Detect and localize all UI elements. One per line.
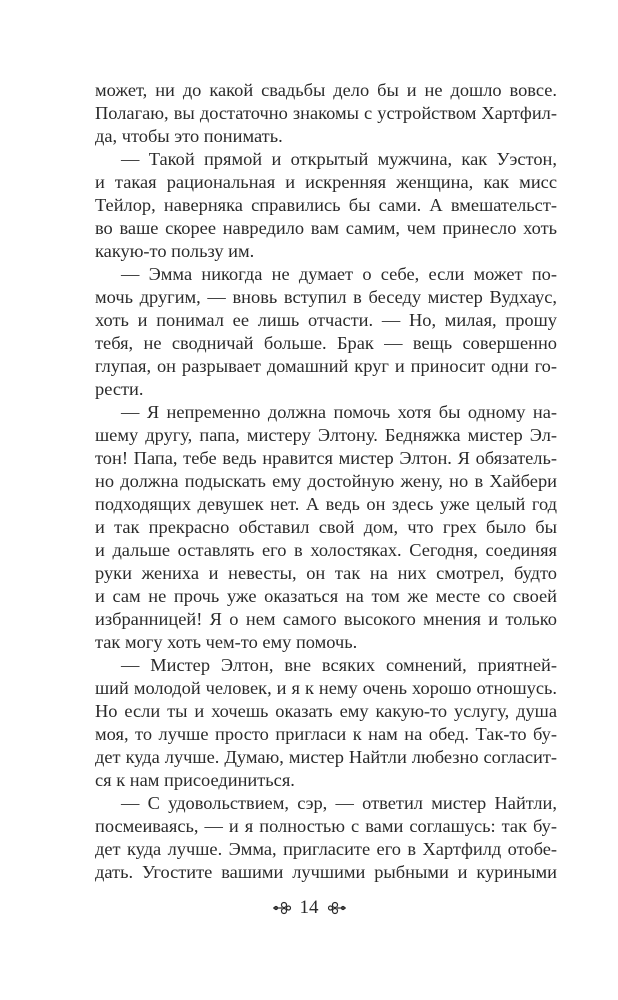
text-line: — Такой прямой и открытый мужчина, как Уэстон, (121, 149, 557, 169)
paragraph (95, 401, 557, 654)
page-footer (0, 897, 618, 919)
text-line: Тейлор, наверняка справились бы сами. А вмешательст- (95, 195, 557, 215)
text-line: и сам не прочь уже оказаться на том же месте со своей (95, 586, 557, 606)
paragraph (95, 148, 557, 263)
text-line: может, ни до какой свадьбы дело бы и не дошло вовсе. (95, 80, 557, 100)
body-text (95, 79, 557, 884)
text-line: тебя, не сводничай больше. Брак — вещь совершенно (95, 333, 557, 353)
text-line: мочь другим, — вновь вступил в беседу мистер Вудхаус, (95, 287, 557, 307)
text-line: подходящих девушек нет. А ведь он здесь уже целый год (95, 494, 557, 514)
text-line: хоть и понимал ее лишь отчасти. — Но, милая, прошу (95, 310, 557, 330)
text-line: — Мистер Элтон, вне всяких сомнений, приятней- (121, 655, 557, 675)
text-line: рести. (95, 379, 144, 399)
text-line: — С удовольствием, сэр, — ответил мистер Найтли, (121, 793, 557, 813)
text-line: но должна подыскать ему достойную жену, но в Хайбери (95, 471, 557, 491)
text-line: дет куда лучше. Эмма, пригласите его в Хартфилд отобе- (95, 839, 557, 859)
text-line: моя, то лучше просто пригласи к нам на обед. Так-то бу- (95, 724, 557, 744)
text-line: какую-то пользу им. (95, 241, 255, 261)
text-line: глупая, он разрывает домашний круг и приносит одни го- (95, 356, 557, 376)
text-line: посмеиваясь, — и я полностью с вами соглашусь: так бу- (95, 816, 557, 836)
text-line: Полагаю, вы достаточно знакомы с устройством Хартфил- (95, 103, 557, 123)
page-number: 14 (299, 897, 319, 918)
text-line: да, чтобы это понимать. (95, 126, 283, 146)
text-line: и дальше оставлять его в холостяках. Сегодня, соединяя (95, 540, 557, 560)
text-line: дать. Угостите вашими лучшими рыбными и куриными (95, 862, 557, 882)
paragraph (95, 79, 557, 148)
text-line: шему другу, папа, мистеру Элтону. Бедняжка мистер Эл- (95, 425, 557, 445)
text-line: избранницей! Я о нем самого высокого мнения и только (95, 609, 557, 629)
floral-ornament-left-icon (272, 901, 292, 915)
text-line: Но если ты и хочешь оказать ему какую-то услугу, душа (95, 701, 557, 721)
text-line: ший молодой человек, и я к нему очень хорошо отношусь. (95, 678, 557, 698)
text-line: тон! Папа, тебе ведь нравится мистер Элтон. Я обязатель- (95, 448, 557, 468)
text-line: дет куда лучше. Думаю, мистер Найтли любезно согласит- (95, 747, 557, 767)
text-line: — Я непременно должна помочь хотя бы одному на- (121, 402, 557, 422)
text-line: и так прекрасно обставил свой дом, что грех было бы (95, 517, 557, 537)
paragraph (95, 263, 557, 401)
text-line: ся к нам присоединиться. (95, 770, 295, 790)
text-line: руки жениха и невесты, он так на них смотрел, будто (95, 563, 557, 583)
floral-ornament-right-icon (327, 901, 347, 915)
paragraph (95, 654, 557, 792)
paragraph (95, 792, 557, 884)
text-line: — Эмма никогда не думает о себе, если может по- (121, 264, 557, 284)
text-line: во ваше скорее навредило вам самим, чем принесло хоть (95, 218, 557, 238)
text-line: и такая рациональная и искренняя женщина, как мисс (95, 172, 557, 192)
text-line: так могу хоть чем-то ему помочь. (95, 632, 358, 652)
